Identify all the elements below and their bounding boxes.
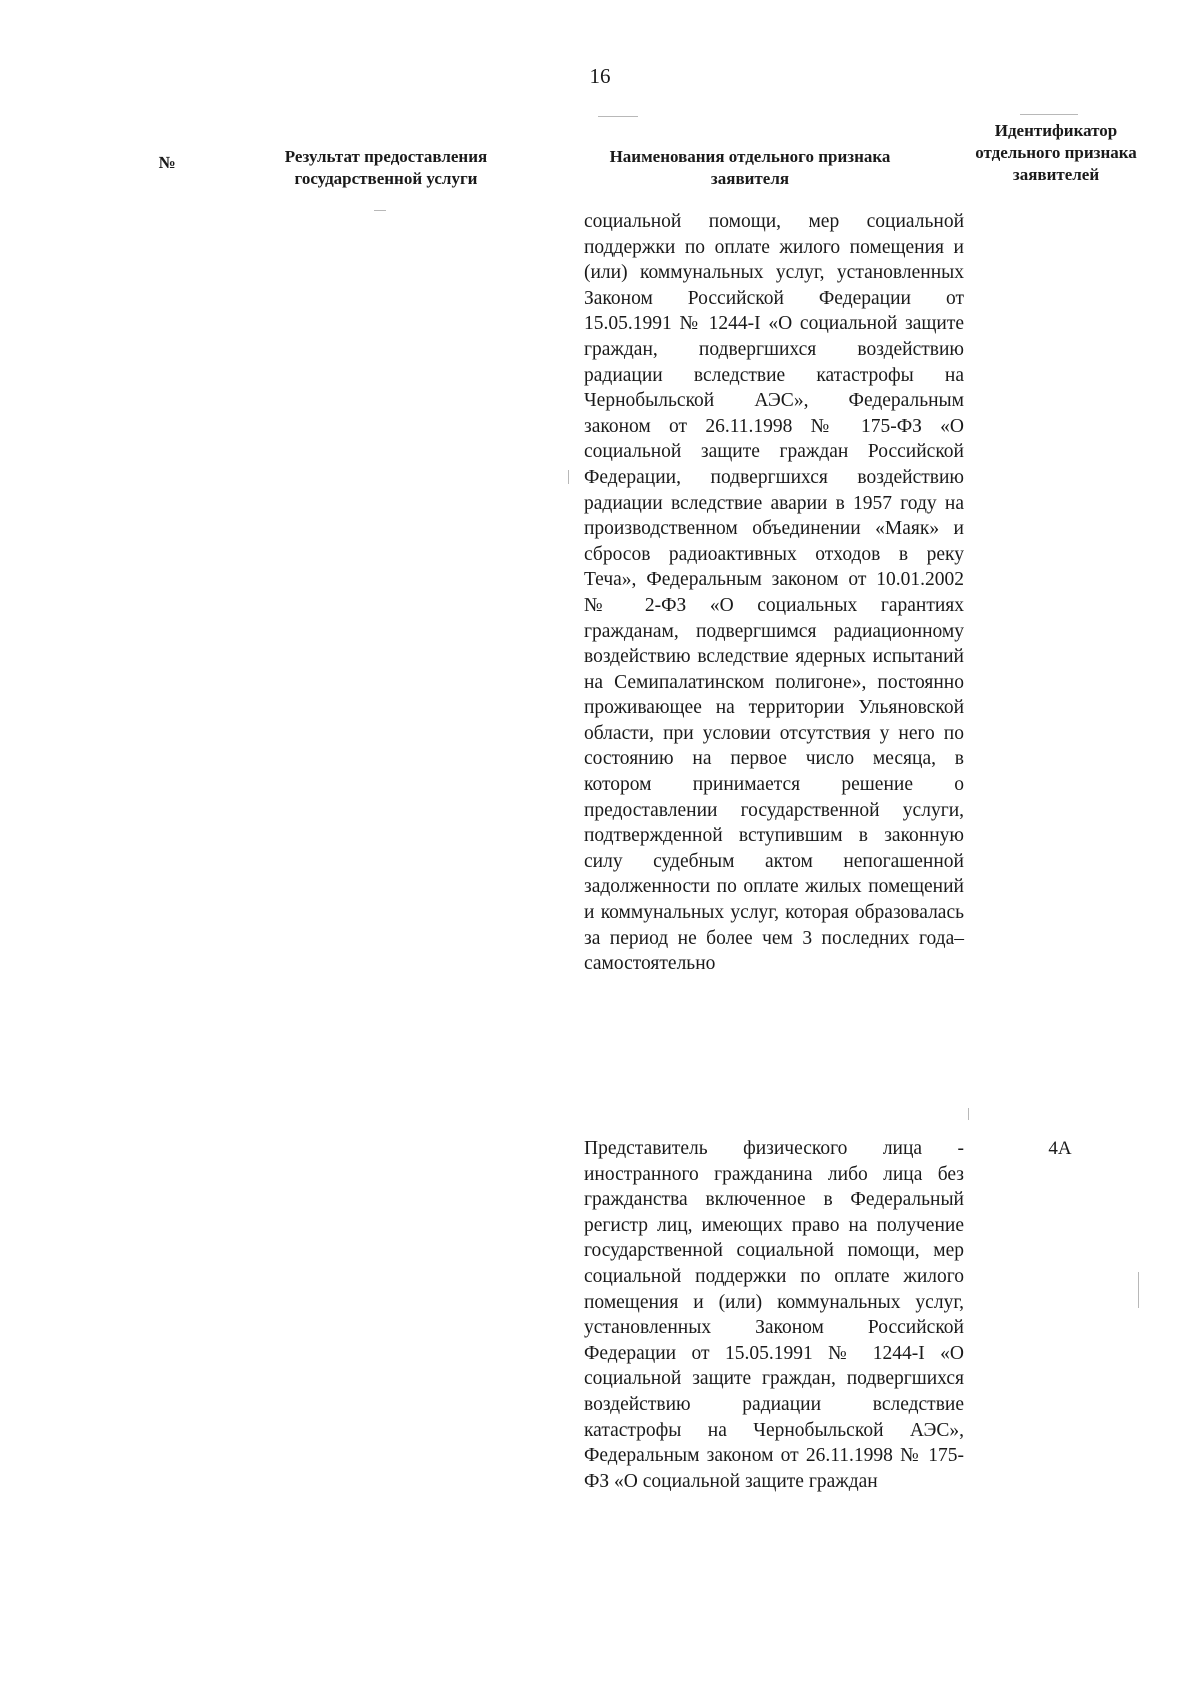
scan-artifact (1020, 114, 1078, 115)
scan-artifact (568, 470, 569, 484)
header-sign-name: Наименования отдельного признака заявителя (609, 147, 891, 188)
scan-artifact (1138, 1272, 1139, 1308)
scan-artifact (374, 210, 386, 211)
header-result: Результат предоставления государственной услуги (284, 147, 488, 188)
scan-artifact (968, 1108, 969, 1120)
scan-artifact (598, 116, 638, 117)
header-number: № (158, 153, 176, 172)
sign-description: социальной помощи, мер социальной поддержки по оплате жилого помещения и (или) коммунальных услуг, установленных Законом Российской Федерации от 15.05.1991 № 1244-I «О социальной защите граждан, подвергшихся воздействию радиации вследствие катастрофы на Чернобыльской АЭС», Федеральным законом от 26.11.1998 № 175-ФЗ «О социальной защите граждан Российской Федерации, подвергшихся воздействию радиации вследствие аварии в 1957 году на производственном объединении «Маяк» и сбросов радиоактивных отходов в реку Теча», Федеральным законом от 10.01.2002 № 2-ФЗ «О социальных гарантиях гражданам, подвергшимся радиационному воздействию вследствие ядерных испытаний на Семипалатинском полигоне», постоянно проживающее на территории Ульяновской области, при условии отсутствия у него по состоянию на первое число месяца, в котором принимается решение о предоставлении государственной услуги, подтвержденной вступившим в законную силу судебным актом непогашенной задолженности по оплате жилых помещений и коммунальных услуг, которая образовалась за период не более чем 3 последних года– самостоятельно (584, 211, 964, 975)
page-number: 16 (589, 64, 611, 88)
header-identifier: Идентификатор отдельного признака заявителей (975, 121, 1137, 184)
sign-description: Представитель физического лица - иностранного гражданина либо лица без гражданства включенное в Федеральный регистр лиц, имеющих право на получение государственной социальной помощи, мер социальной поддержки по оплате жилого помещения и (или) коммунальных услуг, установленных Законом Российской Федерации от 15.05.1991 № 1244-I «О социальной защите граждан, подвергшихся воздействию радиации вследствие катастрофы на Чернобыльской АЭС», Федеральным законом от 26.11.1998 № 175-ФЗ «О социальной защите граждан (584, 1138, 964, 1492)
identifier-value: 4А (1048, 1138, 1072, 1159)
